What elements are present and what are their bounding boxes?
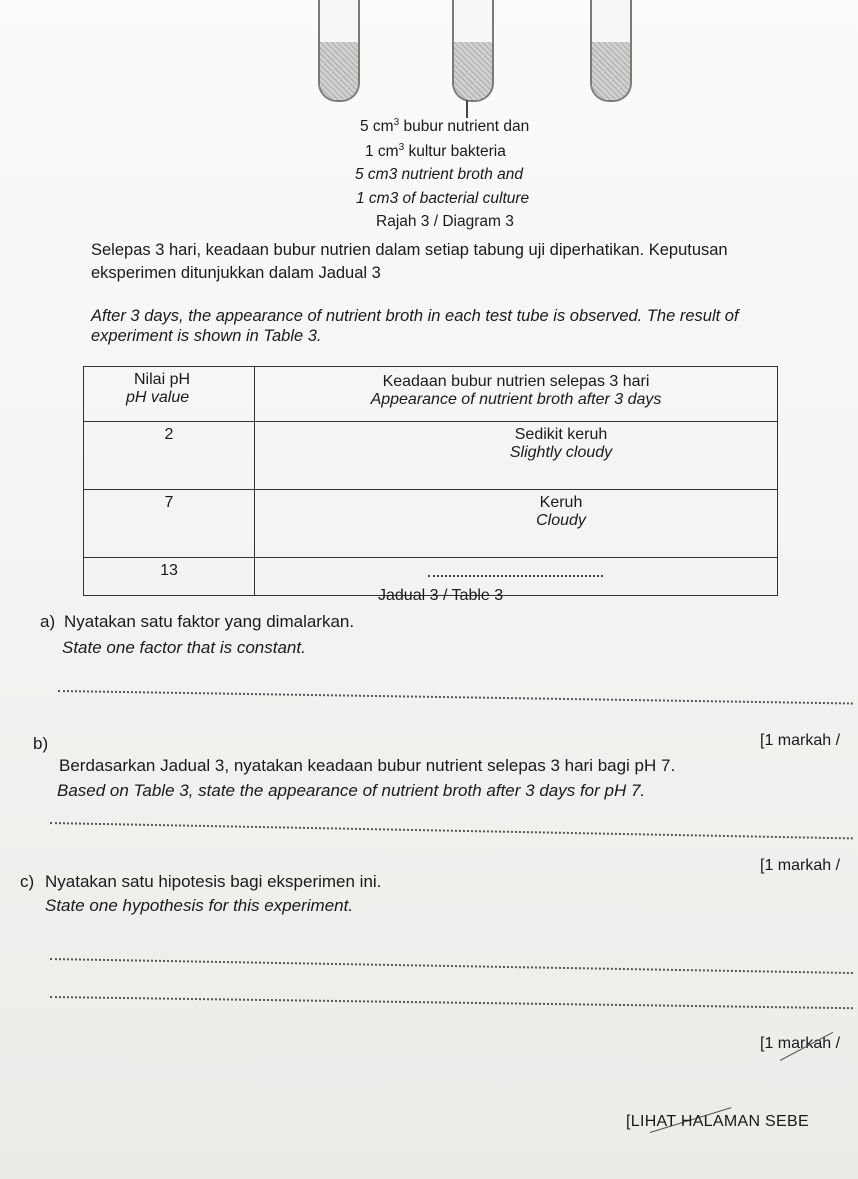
observation-cell <box>255 489 778 557</box>
diagram-caption-en-line2: 1 cm3 of bacterial culture <box>356 190 530 207</box>
question-b-label: b) <box>33 734 49 753</box>
test-tube-1-broth <box>320 42 358 100</box>
test-tube-3-broth <box>592 42 630 100</box>
question-b-en: Based on Table 3, state the appearance of nutrient broth after 3 days for pH 7. <box>57 781 646 800</box>
test-tube-2 <box>452 0 494 102</box>
table-caption: Jadual 3 / Table 3 <box>378 587 504 604</box>
question-a-ms: Nyatakan satu faktor yang dimalarkan. <box>64 612 355 631</box>
ph-value-cell: 2 <box>84 422 255 490</box>
table-answer-line[interactable] <box>428 575 603 577</box>
caption-text: 5 cm <box>360 118 394 136</box>
table-row <box>84 422 778 490</box>
table-row <box>84 489 778 557</box>
results-table <box>83 366 778 596</box>
intro-en-line1: After 3 days, the appearance of nutrient broth in each test tube is observed. The result of <box>91 307 739 325</box>
table-header-row <box>84 367 778 422</box>
header-obs-cell <box>255 367 778 422</box>
caption-text: kultur bakteria <box>404 143 506 161</box>
caption-superscript: 3 <box>398 142 405 153</box>
caption-text: 1 cm <box>365 143 399 161</box>
observation-ms: Sedikit keruh <box>514 426 608 443</box>
question-c-marks: [1 markah / <box>760 1035 841 1052</box>
intro-ms-line2: eksperimen ditunjukkan dalam Jadual 3 <box>91 264 381 282</box>
header-obs-ms: Keadaan bubur nutrien selepas 3 hari <box>382 373 650 390</box>
caption-text: bubur nutrient dan <box>399 118 530 136</box>
diagram-pointer-line <box>466 100 468 118</box>
header-ph-cell <box>84 367 255 422</box>
question-a-en: State one factor that is constant. <box>62 638 306 657</box>
diagram-label-text: Rajah 3 / Diagram 3 <box>376 213 514 230</box>
next-page-note: [LIHAT HALAMAN SEBE <box>626 1113 809 1130</box>
question-a-marks: [1 markah / <box>760 732 841 749</box>
question-b-marks: [1 markah / <box>760 857 841 874</box>
question-c-label: c) <box>20 872 35 891</box>
intro-en-line2: experiment is shown in Table 3. <box>91 327 322 345</box>
ph-value-cell: 7 <box>84 489 255 557</box>
ph-value-cell: 13 <box>84 557 255 595</box>
header-ph-ms: Nilai pH <box>134 371 191 388</box>
question-a-label: a) <box>40 612 56 631</box>
diagram-caption-ms-line2 <box>365 142 506 161</box>
observation-en: Slightly cloudy <box>509 444 613 461</box>
caption-superscript: 3 <box>393 117 400 128</box>
observation-cell <box>255 422 778 490</box>
question-b-ms: Berdasarkan Jadual 3, nyatakan keadaan bubur nutrient selepas 3 hari bagi pH 7. <box>59 756 676 775</box>
intro-ms-line1: Selepas 3 hari, keadaan bubur nutrien dalam setiap tabung uji diperhatikan. Keputusan <box>91 241 728 259</box>
header-ph-en: pH value <box>126 389 190 406</box>
header-obs-en: Appearance of nutrient broth after 3 days <box>370 391 662 408</box>
diagram-caption-ms-line1 <box>360 117 529 136</box>
question-c-ms: Nyatakan satu hipotesis bagi eksperimen ini. <box>45 872 382 891</box>
question-c-en: State one hypothesis for this experiment. <box>45 896 354 915</box>
diagram-label <box>376 213 514 231</box>
test-tube-2-broth <box>454 42 492 100</box>
observation-en: Cloudy <box>536 511 586 529</box>
test-tube-1 <box>318 0 360 102</box>
observation-ms: Keruh <box>539 493 583 511</box>
diagram-caption-en-line1: 5 cm3 nutrient broth and <box>355 166 524 183</box>
test-tube-3 <box>590 0 632 102</box>
